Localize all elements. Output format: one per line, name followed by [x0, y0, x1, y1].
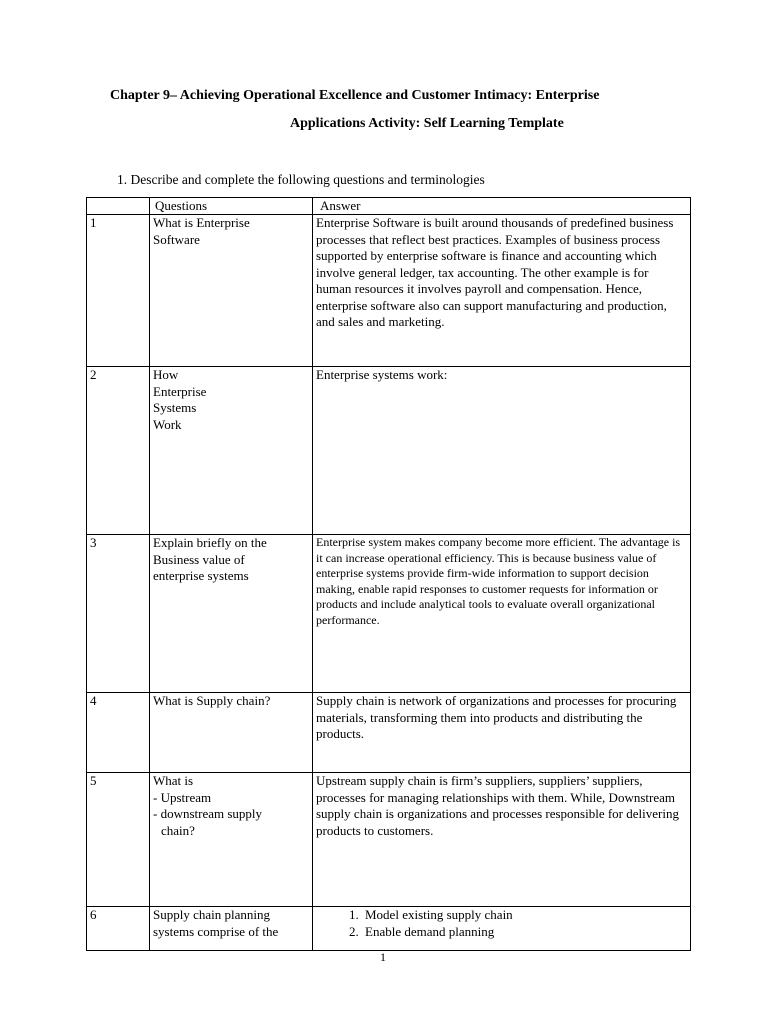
- answer-list: [316, 907, 687, 940]
- row-number: 1: [87, 215, 150, 367]
- list-item: 2. Enable demand planning: [362, 924, 687, 941]
- qa-table: [86, 197, 691, 951]
- table-row: [87, 693, 691, 773]
- document-title-line-2: Applications Activity: Self Learning Template: [290, 116, 564, 131]
- document-title-line-1: Chapter 9– Achieving Operational Excellence and Customer Intimacy: Enterprise: [110, 88, 600, 103]
- header-questions: Questions: [150, 198, 313, 215]
- row-question: [150, 367, 313, 535]
- question-line: chain?: [161, 822, 195, 838]
- row-number: 6: [87, 907, 150, 951]
- question-line: What is: [153, 773, 194, 788]
- question-line: Software: [153, 231, 200, 247]
- header-answer: Answer: [313, 198, 691, 215]
- table-row: [87, 773, 691, 907]
- table-row: [87, 535, 691, 693]
- question-line: What is Supply chain?: [153, 693, 271, 708]
- question-line: - Upstream: [153, 789, 212, 805]
- row-number: 5: [87, 773, 150, 907]
- table-header-row: [87, 198, 691, 215]
- row-question: [150, 907, 313, 951]
- row-answer: Supply chain is network of organizations and processes for procuring materials, transforming them into products and distributing the products.: [313, 693, 691, 773]
- question-line: systems comprise of the: [153, 923, 279, 939]
- question-line: What is Enterprise: [153, 215, 250, 230]
- question-line: enterprise systems: [153, 568, 249, 583]
- question-line: Business value of: [153, 551, 245, 567]
- instruction-text: 1. Describe and complete the following questions and terminologies: [117, 172, 485, 187]
- row-number: 2: [87, 367, 150, 535]
- row-number: 3: [87, 535, 150, 693]
- row-question: [150, 693, 313, 773]
- row-number: 4: [87, 693, 150, 773]
- question-line: Supply chain planning: [153, 907, 270, 922]
- row-question: [150, 215, 313, 367]
- table-row: [87, 215, 691, 367]
- page-number: 1: [380, 950, 386, 964]
- question-line: - downstream supply: [153, 806, 263, 821]
- row-question: [150, 773, 313, 907]
- table-row: [87, 367, 691, 535]
- list-item: 1. Model existing supply chain: [362, 907, 687, 924]
- row-answer: [313, 907, 691, 951]
- question-line: Enterprise: [153, 383, 207, 399]
- row-answer: Upstream supply chain is firm’s suppliers, suppliers’ suppliers, processes for managing relationships with them. While, Downstream supply chain is organizations and processes responsible for delivering products to customers.: [313, 773, 691, 907]
- header-number: [87, 198, 150, 215]
- table-row: [87, 907, 691, 951]
- row-answer: Enterprise Software is built around thousands of predefined business processes that reflect best practices. Examples of business process supported by enterprise software is finance and accounting which involve general ledger, tax accounting. The other example is for human resources it involves payroll and compensation. Hence, enterprise software also can support manufacturing and production, and sales and marketing.: [313, 215, 691, 367]
- row-answer: Enterprise systems work:: [313, 367, 691, 535]
- question-line: How: [153, 367, 179, 382]
- question-line: Explain briefly on the: [153, 535, 267, 550]
- row-question: [150, 535, 313, 693]
- question-line: Work: [153, 416, 182, 432]
- question-line: Systems: [153, 400, 197, 415]
- row-answer: Enterprise system makes company become more efficient. The advantage is it can increase operational efficiency. This is because business value of enterprise systems provide firm-wide information to support decision making, enable rapid responses to customer requests for information or products and include analytical tools to evaluate overall organizational performance.: [313, 535, 691, 693]
